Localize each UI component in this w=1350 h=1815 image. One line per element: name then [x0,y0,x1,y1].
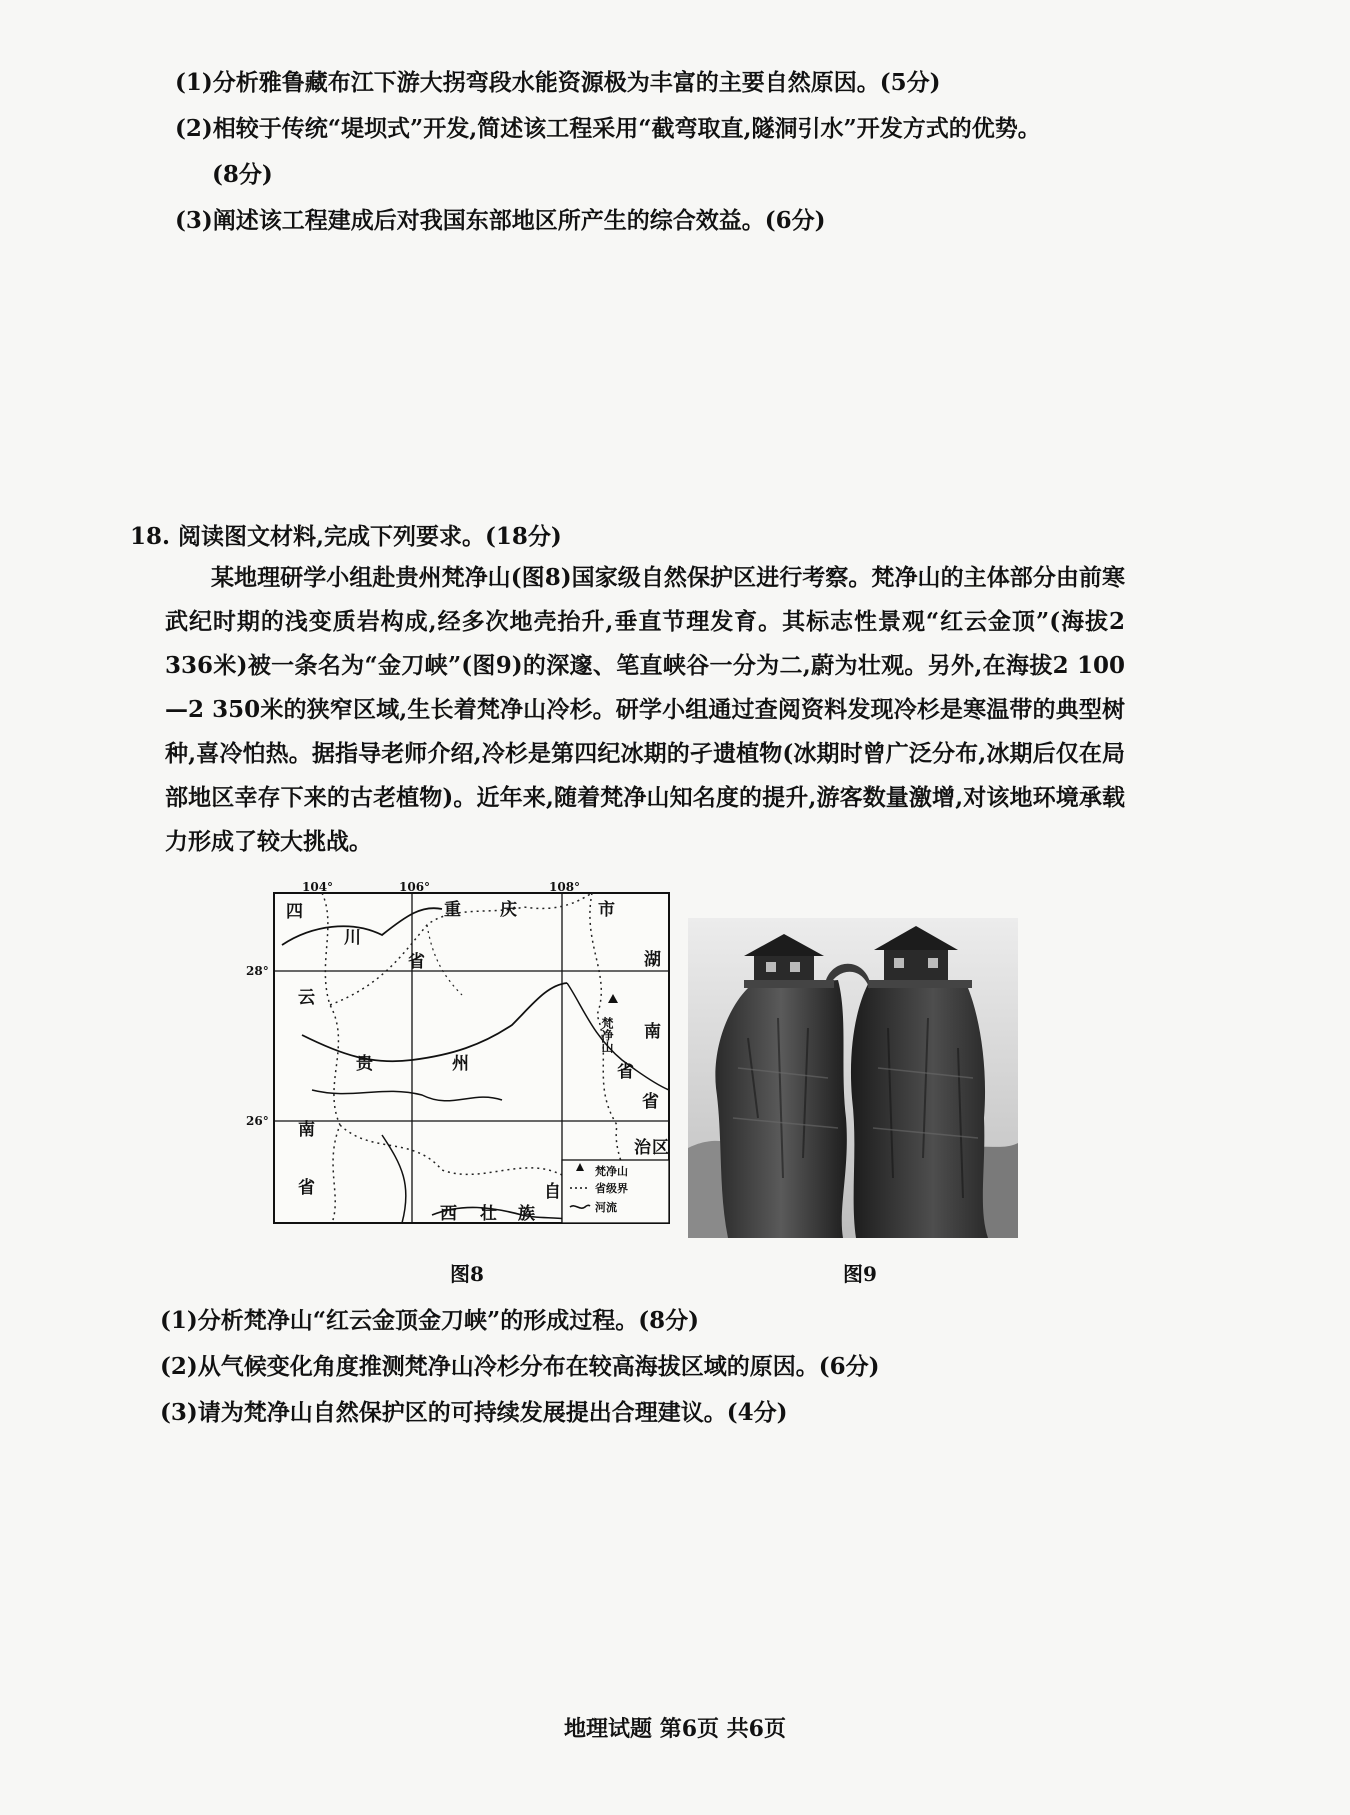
figure-9-caption: 图9 [843,1262,877,1286]
map-label-yun: 云 [298,988,315,1008]
figure-9-photo [688,918,1018,1238]
question-18-2: (2)从气候变化角度推测梵净山冷杉分布在较高海拔区域的原因。(6分) [160,1353,880,1380]
lat-label-28: 28° [246,964,269,978]
legend-boundary-label: 省级界 [595,1182,628,1195]
map-label-si: 四 [286,902,303,922]
map-label-qu: 区 [652,1138,669,1158]
map-label-zhuang: 壮 [480,1204,497,1224]
map-label-shi: 市 [598,900,615,920]
map-label-hu: 湖 [644,950,661,970]
map-label-zhi: 治 [634,1138,651,1158]
map-label-zi: 自 [544,1182,561,1202]
map-label-qing: 庆 [500,900,517,920]
legend-river-label: 河流 [595,1201,617,1214]
map-label-sheng-yn: 省 [298,1178,315,1198]
page-footer: 地理试题 第6页 共6页 [564,1716,786,1742]
question-18-1: (1)分析梵净山“红云金顶金刀峡”的形成过程。(8分) [160,1307,699,1334]
map-label-sheng-hn: 省 [617,1062,634,1082]
map-label-chong: 重 [444,900,461,920]
question-18-header: 18. 阅读图文材料,完成下列要求。(18分) [130,523,562,550]
legend-mountain-label: 梵净山 [595,1165,628,1178]
map-label-chuan: 川 [344,928,361,948]
map-label-fanjingshan: 梵净山 [600,1017,614,1053]
question-18-3: (3)请为梵净山自然保护区的可持续发展提出合理建议。(4分) [160,1399,788,1426]
lon-label-104: 104° [302,880,334,894]
prev-question-3: (3)阐述该工程建成后对我国东部地区所产生的综合效益。(6分) [175,207,826,234]
lon-label-106: 106° [399,880,431,894]
figure-8-map [246,880,682,1230]
map-label-gui: 贵 [356,1054,373,1074]
lat-label-26: 26° [246,1114,269,1128]
prev-question-2: (2)相较于传统“堤坝式”开发,简述该工程采用“截弯取直,隧洞引水”开发方式的优势。 [175,115,1041,142]
map-label-sheng-gz: 省 [642,1092,659,1112]
map-label-zhou: 州 [452,1054,469,1074]
map-label-nan-hn: 南 [644,1022,661,1042]
map-label-xi: 西 [440,1204,457,1224]
material-text: 某地理研学小组赴贵州梵净山(图8)国家级自然保护区进行考察。梵净山的主体部分由前寒武纪时期的浅变质岩构成,经多次地壳抬升,垂直节理发育。其标志性景观“红云金顶”(海拔2 336米)被一条名为“金刀峡”(图9)的深邃、笔直峡谷一分为二,蔚为壮观。另外,在海拔2 100—2 350米的狭窄区域,生长着梵净山冷杉。研学小组通过查阅资料发现冷杉是寒温带的典型树种,喜冷怕热。据指导老师介绍,冷杉是第四纪冰期的孑遗植物(冰期时曾广泛分布,冰期后仅在局部地区幸存下来的古老植物)。近年来,随着梵净山知名度的提升,游客数量激增,对该地环境承载力形成了较大挑战。 [165,564,1125,855]
lon-label-108: 108° [549,880,581,894]
material-paragraph [165,556,1125,864]
map-label-zu: 族 [518,1204,535,1224]
map-label-sheng-sc: 省 [408,952,425,972]
map-label-nan-yn: 南 [298,1120,315,1140]
prev-question-1: (1)分析雅鲁藏布江下游大拐弯段水能资源极为丰富的主要自然原因。(5分) [175,69,941,96]
prev-question-2-points: (8分) [212,161,273,188]
figure-8-caption: 图8 [450,1262,484,1286]
